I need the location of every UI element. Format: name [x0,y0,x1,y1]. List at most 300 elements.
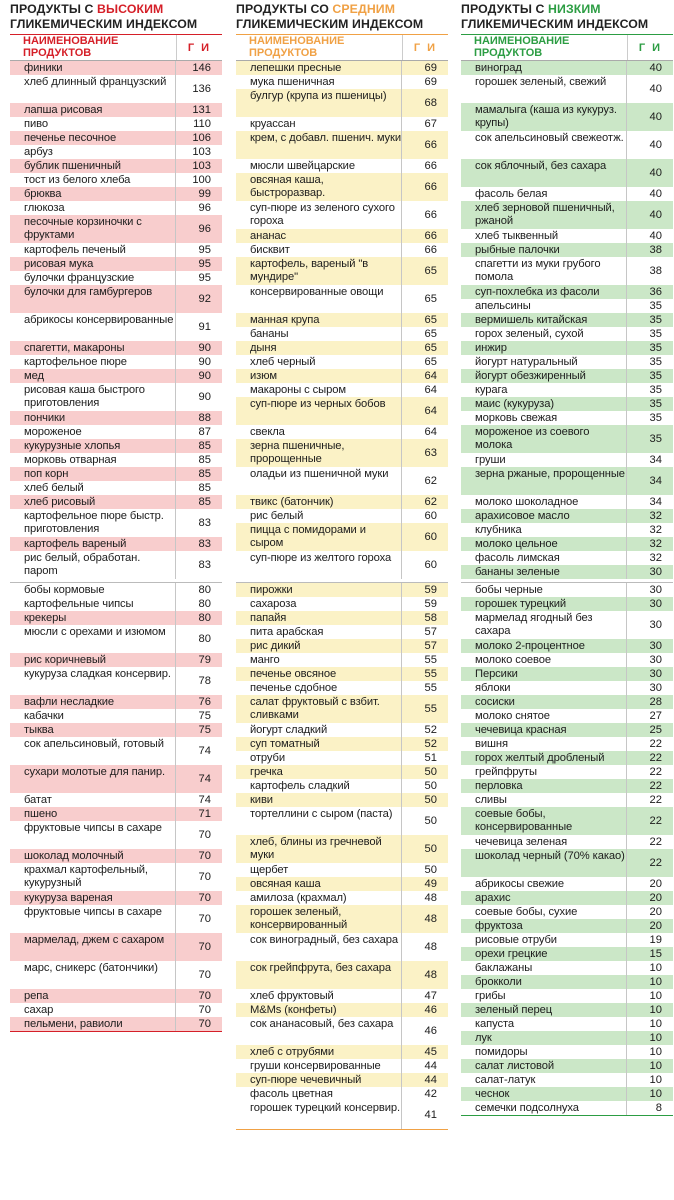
gi-value: 30 [649,583,662,596]
gi-value: 34 [649,474,662,487]
gi-value: 64 [424,404,437,417]
table-row [10,453,222,467]
table-row [461,551,673,565]
gi-value: 62 [424,495,437,508]
product-name: клубника [461,523,627,537]
title-suffix: ГЛИКЕМИЧЕСКИМ ИНДЕКСОМ [10,17,198,31]
table-row [10,313,222,341]
gi-value: 131 [192,103,211,116]
gi-value: 63 [424,446,437,459]
gi-value: 45 [424,1045,437,1058]
table-row [236,1017,448,1045]
table-row [236,765,448,779]
table-row [236,863,448,877]
table-row [236,341,448,355]
product-name: бобы кормовые [10,583,176,597]
product-name: соевые бобы, консервированные [461,807,627,835]
product-name: марс, сникерс (батончики) [10,961,176,989]
product-name: груши консервированные [236,1059,402,1073]
gi-value: 20 [649,905,662,918]
table-row [461,807,673,835]
product-name: картофельное пюре быстр. приготовления [10,509,176,537]
gi-value: 32 [649,509,662,522]
table-row [10,863,222,891]
table-row [236,467,448,495]
product-name: крекеры [10,611,176,625]
table-row [236,1087,448,1101]
product-name: твикс (батончик) [236,495,402,509]
table-row [236,835,448,863]
gi-value: 30 [649,681,662,694]
table-row [461,947,673,961]
gi-value: 75 [198,709,211,722]
product-name: молоко соевое [461,653,627,667]
table-row [10,285,222,313]
table-row [10,793,222,807]
product-name: зерна пшеничные, пророщенные [236,439,402,467]
product-name: амилоза (крахмал) [236,891,402,905]
gi-value: 35 [649,383,662,396]
product-name: бисквит [236,243,402,257]
table-row [10,187,222,201]
gi-value: 80 [198,632,211,645]
gi-value: 88 [198,411,211,424]
table-row [236,173,448,201]
product-name: тыква [10,723,176,737]
product-name: салат листовой [461,1059,627,1073]
product-name: сок виноградный, без сахара [236,933,402,961]
product-name: хлеб белый [10,481,176,495]
gi-value: 65 [424,313,437,326]
table-row [10,625,222,653]
gi-value: 85 [198,453,211,466]
gi-value: 103 [192,159,211,172]
table-row [236,439,448,467]
gi-value: 48 [424,891,437,904]
gi-value: 48 [424,968,437,981]
product-name: сок грейпфрута, без сахара [236,961,402,989]
table-row [10,103,222,117]
gi-value: 66 [424,229,437,242]
gi-value: 83 [198,516,211,529]
table-row [461,849,673,877]
product-name: фруктовые чипсы в сахаре [10,821,176,849]
gi-value: 30 [649,667,662,680]
table-row [236,877,448,891]
product-name: Персики [461,667,627,681]
product-name: мамалыга (каша из кукуруз. крупы) [461,103,627,131]
table-row [236,1101,448,1129]
gi-value: 55 [424,681,437,694]
gi-value: 35 [649,369,662,382]
table-row [461,653,673,667]
gi-value: 22 [649,856,662,869]
table-row [236,243,448,257]
product-name: бананы [236,327,402,341]
product-name: горошек зеленый, консервированный [236,905,402,933]
table-row [461,509,673,523]
gi-value: 49 [424,877,437,890]
gi-value: 80 [198,597,211,610]
title-accent: ВЫСОКИМ [97,2,164,16]
table-row [461,975,673,989]
gi-value: 69 [424,61,437,74]
table-row [461,919,673,933]
product-name: баклажаны [461,961,627,975]
table-row [236,723,448,737]
product-name: молоко 2-процентное [461,639,627,653]
product-name: батат [10,793,176,807]
product-name: суп-пюре из зеленого сухого гороха [236,201,402,229]
table-row [236,667,448,681]
table-row [10,765,222,793]
gi-value: 74 [198,793,211,806]
gi-value: 59 [424,597,437,610]
table-row [10,481,222,495]
table-row [236,509,448,523]
product-name: фасоль белая [461,187,627,201]
table-header [461,35,673,61]
gi-value: 35 [649,313,662,326]
table-row [10,695,222,709]
gi-value: 70 [198,1017,211,1030]
table-row [236,159,448,173]
gi-value: 46 [424,1003,437,1016]
table-row [236,961,448,989]
title-suffix: ГЛИКЕМИЧЕСКИМ ИНДЕКСОМ [236,17,424,31]
product-name: поп корн [10,467,176,481]
product-name: салат фруктовый с взбит. сливками [236,695,402,723]
table-row [236,355,448,369]
gi-value: 100 [192,173,211,186]
table-row [236,369,448,383]
product-name: печенье овсяное [236,667,402,681]
product-name: рис дикий [236,639,402,653]
table-row [461,751,673,765]
product-name: зеленый перец [461,1003,627,1017]
table-row [461,989,673,1003]
table-row [10,145,222,159]
product-name: йогурт обезжиренный [461,369,627,383]
table-row [236,551,448,579]
gi-value: 34 [649,495,662,508]
product-name: лепешки пресные [236,61,402,75]
gi-value: 90 [198,390,211,403]
product-name: грибы [461,989,627,1003]
table-row [461,765,673,779]
table-row [461,201,673,229]
product-name: бананы зеленые [461,565,627,579]
product-name: картофель сладкий [236,779,402,793]
product-name: молоко снятое [461,709,627,723]
table-row [236,611,448,625]
table-row [10,821,222,849]
product-name: булочки французские [10,271,176,285]
gi-value: 85 [198,439,211,452]
product-name: суп-похлебка из фасоли [461,285,627,299]
table-row [461,495,673,509]
product-name: манго [236,653,402,667]
table-row [10,807,222,821]
product-name: хлеб черный [236,355,402,369]
gi-value: 70 [198,828,211,841]
gi-value: 64 [424,383,437,396]
product-name: картофель вареный [10,537,176,551]
product-name: печенье песочное [10,131,176,145]
gi-value: 35 [649,299,662,312]
table-row [10,75,222,103]
product-name: сахароза [236,597,402,611]
table-row [10,905,222,933]
gi-value: 48 [424,940,437,953]
header-gi-label: Г И [176,35,222,60]
table-row [236,1003,448,1017]
product-name: пшено [10,807,176,821]
product-name: суп-пюре из желтого гороха [236,551,402,579]
product-name: щербет [236,863,402,877]
table-row [461,383,673,397]
product-name: кукуруза вареная [10,891,176,905]
product-name: пита арабская [236,625,402,639]
gi-value: 65 [424,341,437,354]
gi-value: 52 [424,737,437,750]
table-row [461,709,673,723]
gi-value: 32 [649,523,662,536]
gi-value: 70 [198,891,211,904]
gi-value: 96 [198,222,211,235]
table-row [10,1017,222,1031]
product-name: фруктоза [461,919,627,933]
table-row [10,61,222,75]
gi-value: 19 [649,933,662,946]
gi-value: 95 [198,271,211,284]
product-name: крахмал картофельный, кукурузный [10,863,176,891]
product-name: сахар [10,1003,176,1017]
gi-value: 74 [198,772,211,785]
table-row [10,173,222,187]
table-row [236,1059,448,1073]
table-row [236,89,448,117]
title-prefix: ПРОДУКТЫ С [10,2,98,16]
gi-value: 70 [198,968,211,981]
gi-value: 40 [649,229,662,242]
table-row [461,1045,673,1059]
table-row [236,905,448,933]
table-row [461,639,673,653]
gi-value: 66 [424,180,437,193]
table-row [461,467,673,495]
product-name: суп-пюре из черных бобов [236,397,402,425]
gi-value: 66 [424,208,437,221]
table-row [236,117,448,131]
gi-value: 96 [198,201,211,214]
product-name: инжир [461,341,627,355]
product-name: фасоль цветная [236,1087,402,1101]
table-row [461,159,673,187]
gi-value: 70 [198,849,211,862]
table-row [10,215,222,243]
product-name: орехи грецкие [461,947,627,961]
product-name: виноград [461,61,627,75]
gi-table [461,34,673,1116]
table-row [461,229,673,243]
table-row [10,117,222,131]
gi-value: 78 [198,674,211,687]
gi-value: 58 [424,611,437,624]
table-row [10,737,222,765]
gi-value: 92 [198,292,211,305]
product-name: пирожки [236,583,402,597]
product-name: финики [10,61,176,75]
product-name: мюсли швейцарские [236,159,402,173]
medium-gi-column [236,0,448,1130]
gi-value: 83 [198,537,211,550]
table-row [461,681,673,695]
product-name: кукуруза сладкая консервир. [10,667,176,695]
table-row [10,723,222,737]
title-prefix: ПРОДУКТЫ С [461,2,549,16]
gi-value: 22 [649,779,662,792]
table-row [10,583,222,597]
product-name: бобы черные [461,583,627,597]
gi-value: 60 [424,558,437,571]
gi-value: 28 [649,695,662,708]
column-title [10,0,222,34]
gi-value: 87 [198,425,211,438]
table-row [461,1003,673,1017]
table-row [461,523,673,537]
table-row [10,989,222,1003]
product-name: крем, с добавл. пшенич. муки [236,131,402,159]
table-row [10,709,222,723]
title-accent: СРЕДНИМ [332,2,396,16]
table-row [10,425,222,439]
gi-value: 35 [649,327,662,340]
product-name: лапша рисовая [10,103,176,117]
product-name: спагетти из муки грубого помола [461,257,627,285]
product-name: пиво [10,117,176,131]
gi-value: 22 [649,793,662,806]
product-name: сок апельсиновый, готовый [10,737,176,765]
header-name-label: НАИМЕНОВАНИЕ ПРОДУКТОВ [249,35,345,59]
title-suffix: ГЛИКЕМИЧЕСКИМ ИНДЕКСОМ [461,17,649,31]
gi-value: 65 [424,355,437,368]
gi-value: 59 [424,583,437,596]
product-name: соевые бобы, сухие [461,905,627,919]
product-name: брюква [10,187,176,201]
product-name: сосиски [461,695,627,709]
gi-value: 10 [649,1045,662,1058]
table-row [10,495,222,509]
table-row [461,877,673,891]
product-name: фасоль лимская [461,551,627,565]
product-name: мука пшеничная [236,75,402,89]
gi-value: 36 [649,285,662,298]
table-row [10,257,222,271]
product-name: арахисовое масло [461,509,627,523]
gi-value: 66 [424,159,437,172]
product-name: картофель, вареный "в мундире" [236,257,402,285]
table-row [236,989,448,1003]
gi-value: 55 [424,702,437,715]
table-row [461,1031,673,1045]
product-name: мармелад, джем с сахаром [10,933,176,961]
product-name: изюм [236,369,402,383]
header-name-label: НАИМЕНОВАНИЕ ПРОДУКТОВ [23,35,119,59]
product-name: зерна ржаные, пророщенные [461,467,627,495]
gi-value: 99 [198,187,211,200]
gi-value: 42 [424,1087,437,1100]
product-name: груши [461,453,627,467]
column-title [461,0,673,34]
table-row [10,667,222,695]
product-name: хлеб зерновой пшеничный, ржаной [461,201,627,229]
product-name: перловка [461,779,627,793]
gi-value: 20 [649,891,662,904]
product-name: сливы [461,793,627,807]
table-row [10,271,222,285]
table-row [461,1101,673,1115]
product-name: ананас [236,229,402,243]
table-row [461,695,673,709]
table-row [461,835,673,849]
table-row [10,1003,222,1017]
product-name: картофельные чипсы [10,597,176,611]
product-name: шоколад молочный [10,849,176,863]
product-name: мармелад ягодный без сахара [461,611,627,639]
gi-value: 35 [649,355,662,368]
table-row [461,425,673,453]
low-gi-column [461,0,673,1116]
product-name: булгур (крупа из пшеницы) [236,89,402,117]
table-row [461,611,673,639]
gi-value: 40 [649,61,662,74]
product-name: морковь свежая [461,411,627,425]
gi-value: 146 [192,61,211,74]
table-row [10,159,222,173]
table-row [461,327,673,341]
table-row [236,751,448,765]
product-name: пицца с помидорами и сыром [236,523,402,551]
product-name: пончики [10,411,176,425]
table-row [461,583,673,597]
gi-value: 10 [649,961,662,974]
product-name: спагетти, макароны [10,341,176,355]
gi-value: 38 [649,264,662,277]
table-row [461,187,673,201]
table-row [461,737,673,751]
gi-value: 62 [424,474,437,487]
gi-value: 22 [649,814,662,827]
product-name: мороженое [10,425,176,439]
gi-value: 10 [649,1031,662,1044]
title-accent: НИЗКИМ [548,2,601,16]
product-name: овсяная каша [236,877,402,891]
gi-value: 83 [198,558,211,571]
table-row [236,131,448,159]
gi-table [236,34,448,1130]
table-row [10,355,222,369]
table-row [236,1073,448,1087]
product-name: репа [10,989,176,1003]
table-row [10,849,222,863]
table-row [461,779,673,793]
table-row [461,597,673,611]
product-name: пельмени, равиоли [10,1017,176,1031]
gi-value: 8 [655,1101,662,1114]
table-row [461,565,673,579]
product-name: хлеб рисовый [10,495,176,509]
